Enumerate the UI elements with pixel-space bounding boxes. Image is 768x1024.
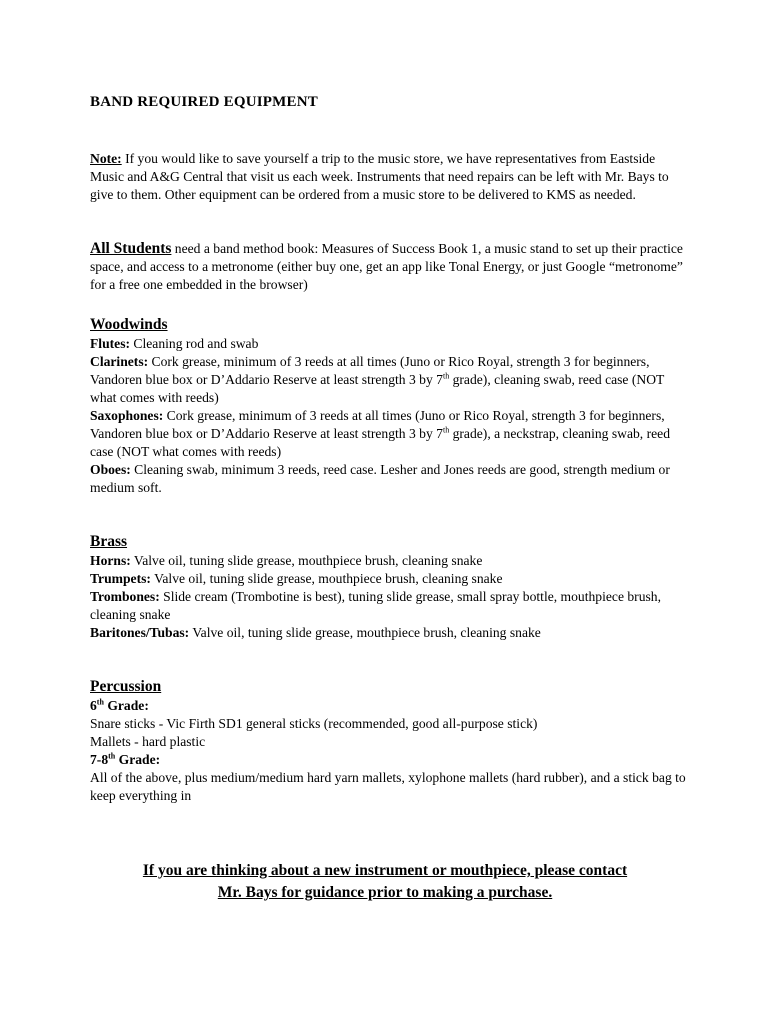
oboes-item — [90, 461, 690, 497]
trombones-text: Slide cream (Trombotine is best), tuning slide grease, small spray bottle, mouthpiece brush, cleaning snake — [90, 589, 661, 622]
brass-heading: Brass — [90, 533, 128, 550]
flutes-text: Cleaning rod and swab — [130, 336, 259, 351]
all-students-text: need a band method book: Measures of Success Book 1, a music stand to set up their practice space, and access to a metronome (either buy one, get an app like Tonal Energy, or just Google “metronome” for a free one embedded in the browser) — [90, 241, 683, 292]
all-students-label: All Students — [90, 240, 172, 257]
page-title: BAND REQUIRED EQUIPMENT — [90, 94, 318, 110]
note-paragraph — [90, 150, 690, 204]
baritones-label: Baritones/Tubas: — [90, 625, 190, 640]
grade6-sup: th — [96, 697, 104, 707]
footer-line-2: Mr. Bays for guidance prior to making a purchase. — [217, 884, 553, 901]
footer-line-1: If you are thinking about a new instrument or mouthpiece, please contact — [142, 862, 628, 879]
percussion-heading: Percussion — [90, 678, 162, 695]
oboes-label: Oboes: — [90, 462, 131, 477]
note-text: If you would like to save yourself a trip to the music store, we have representatives from Eastside Music and A&G Central that visit us each week. Instruments that need repairs can be left with Mr. Bays to give to them. Other equipment can be ordered from a music store to be delivered to KMS as needed. — [90, 151, 669, 202]
grade78-label — [90, 751, 690, 769]
woodwinds-heading: Woodwinds — [90, 316, 168, 333]
clarinets-sup: th — [442, 371, 450, 381]
trombones-item — [90, 588, 690, 624]
horns-item — [90, 552, 690, 570]
grade78-text: All of the above, plus medium/medium hard yarn mallets, xylophone mallets (hard rubber), and a stick bag to keep everything in — [90, 770, 686, 803]
saxophones-sup: th — [442, 425, 450, 435]
grade6-label-text: Grade: — [103, 698, 149, 713]
saxophones-item — [90, 407, 690, 461]
grade6-label — [90, 697, 690, 715]
woodwinds-section — [90, 315, 690, 497]
grade6-num: 6 — [90, 698, 97, 713]
baritones-text: Valve oil, tuning slide grease, mouthpiece brush, cleaning snake — [189, 625, 541, 640]
clarinets-text-a: Cork grease, minimum of 3 reeds at all times (Juno or Rico Royal, strength 3 for beginners, Vandoren blue box or D’Addario Reserve at least strength 3 by 7 — [90, 354, 650, 387]
grade78-label-text: Grade: — [115, 752, 161, 767]
mallets-item: Mallets - hard plastic — [90, 734, 206, 749]
saxophones-label: Saxophones: — [90, 408, 164, 423]
horns-label: Horns: — [90, 553, 131, 568]
percussion-section — [90, 677, 690, 805]
trumpets-text: Valve oil, tuning slide grease, mouthpiece brush, cleaning snake — [150, 571, 503, 586]
baritones-item — [90, 624, 690, 642]
flutes-label: Flutes: — [90, 336, 131, 351]
footer-notice — [90, 860, 680, 904]
grade78-num: 7-8 — [90, 752, 109, 767]
trombones-label: Trombones: — [90, 589, 160, 604]
saxophones-text-a: Cork grease, minimum of 3 reeds at all times (Juno or Rico Royal, strength 3 for beginners, Vandoren blue box or D’Addario Reserve at least strength 3 by 7 — [90, 408, 665, 441]
trumpets-label: Trumpets: — [90, 571, 151, 586]
saxophones-text-b: grade), a neckstrap, cleaning swab, reed case (NOT what comes with reeds) — [90, 426, 670, 459]
oboes-text: Cleaning swab, minimum 3 reeds, reed case. Lesher and Jones reeds are good, strength medium or medium soft. — [90, 462, 670, 495]
snare-item: Snare sticks - Vic Firth SD1 general sticks (recommended, good all-purpose stick) — [90, 716, 538, 731]
clarinets-item — [90, 353, 690, 407]
flutes-item — [90, 335, 690, 353]
trumpets-item — [90, 570, 690, 588]
grade78-sup: th — [108, 751, 116, 761]
horns-text: Valve oil, tuning slide grease, mouthpiece brush, cleaning snake — [130, 553, 483, 568]
clarinets-label: Clarinets: — [90, 354, 149, 369]
note-label: Note: — [90, 151, 122, 166]
clarinets-text-b: grade), cleaning swab, reed case (NOT what comes with reeds) — [90, 372, 665, 405]
all-students-paragraph — [90, 240, 690, 294]
brass-section — [90, 532, 690, 642]
